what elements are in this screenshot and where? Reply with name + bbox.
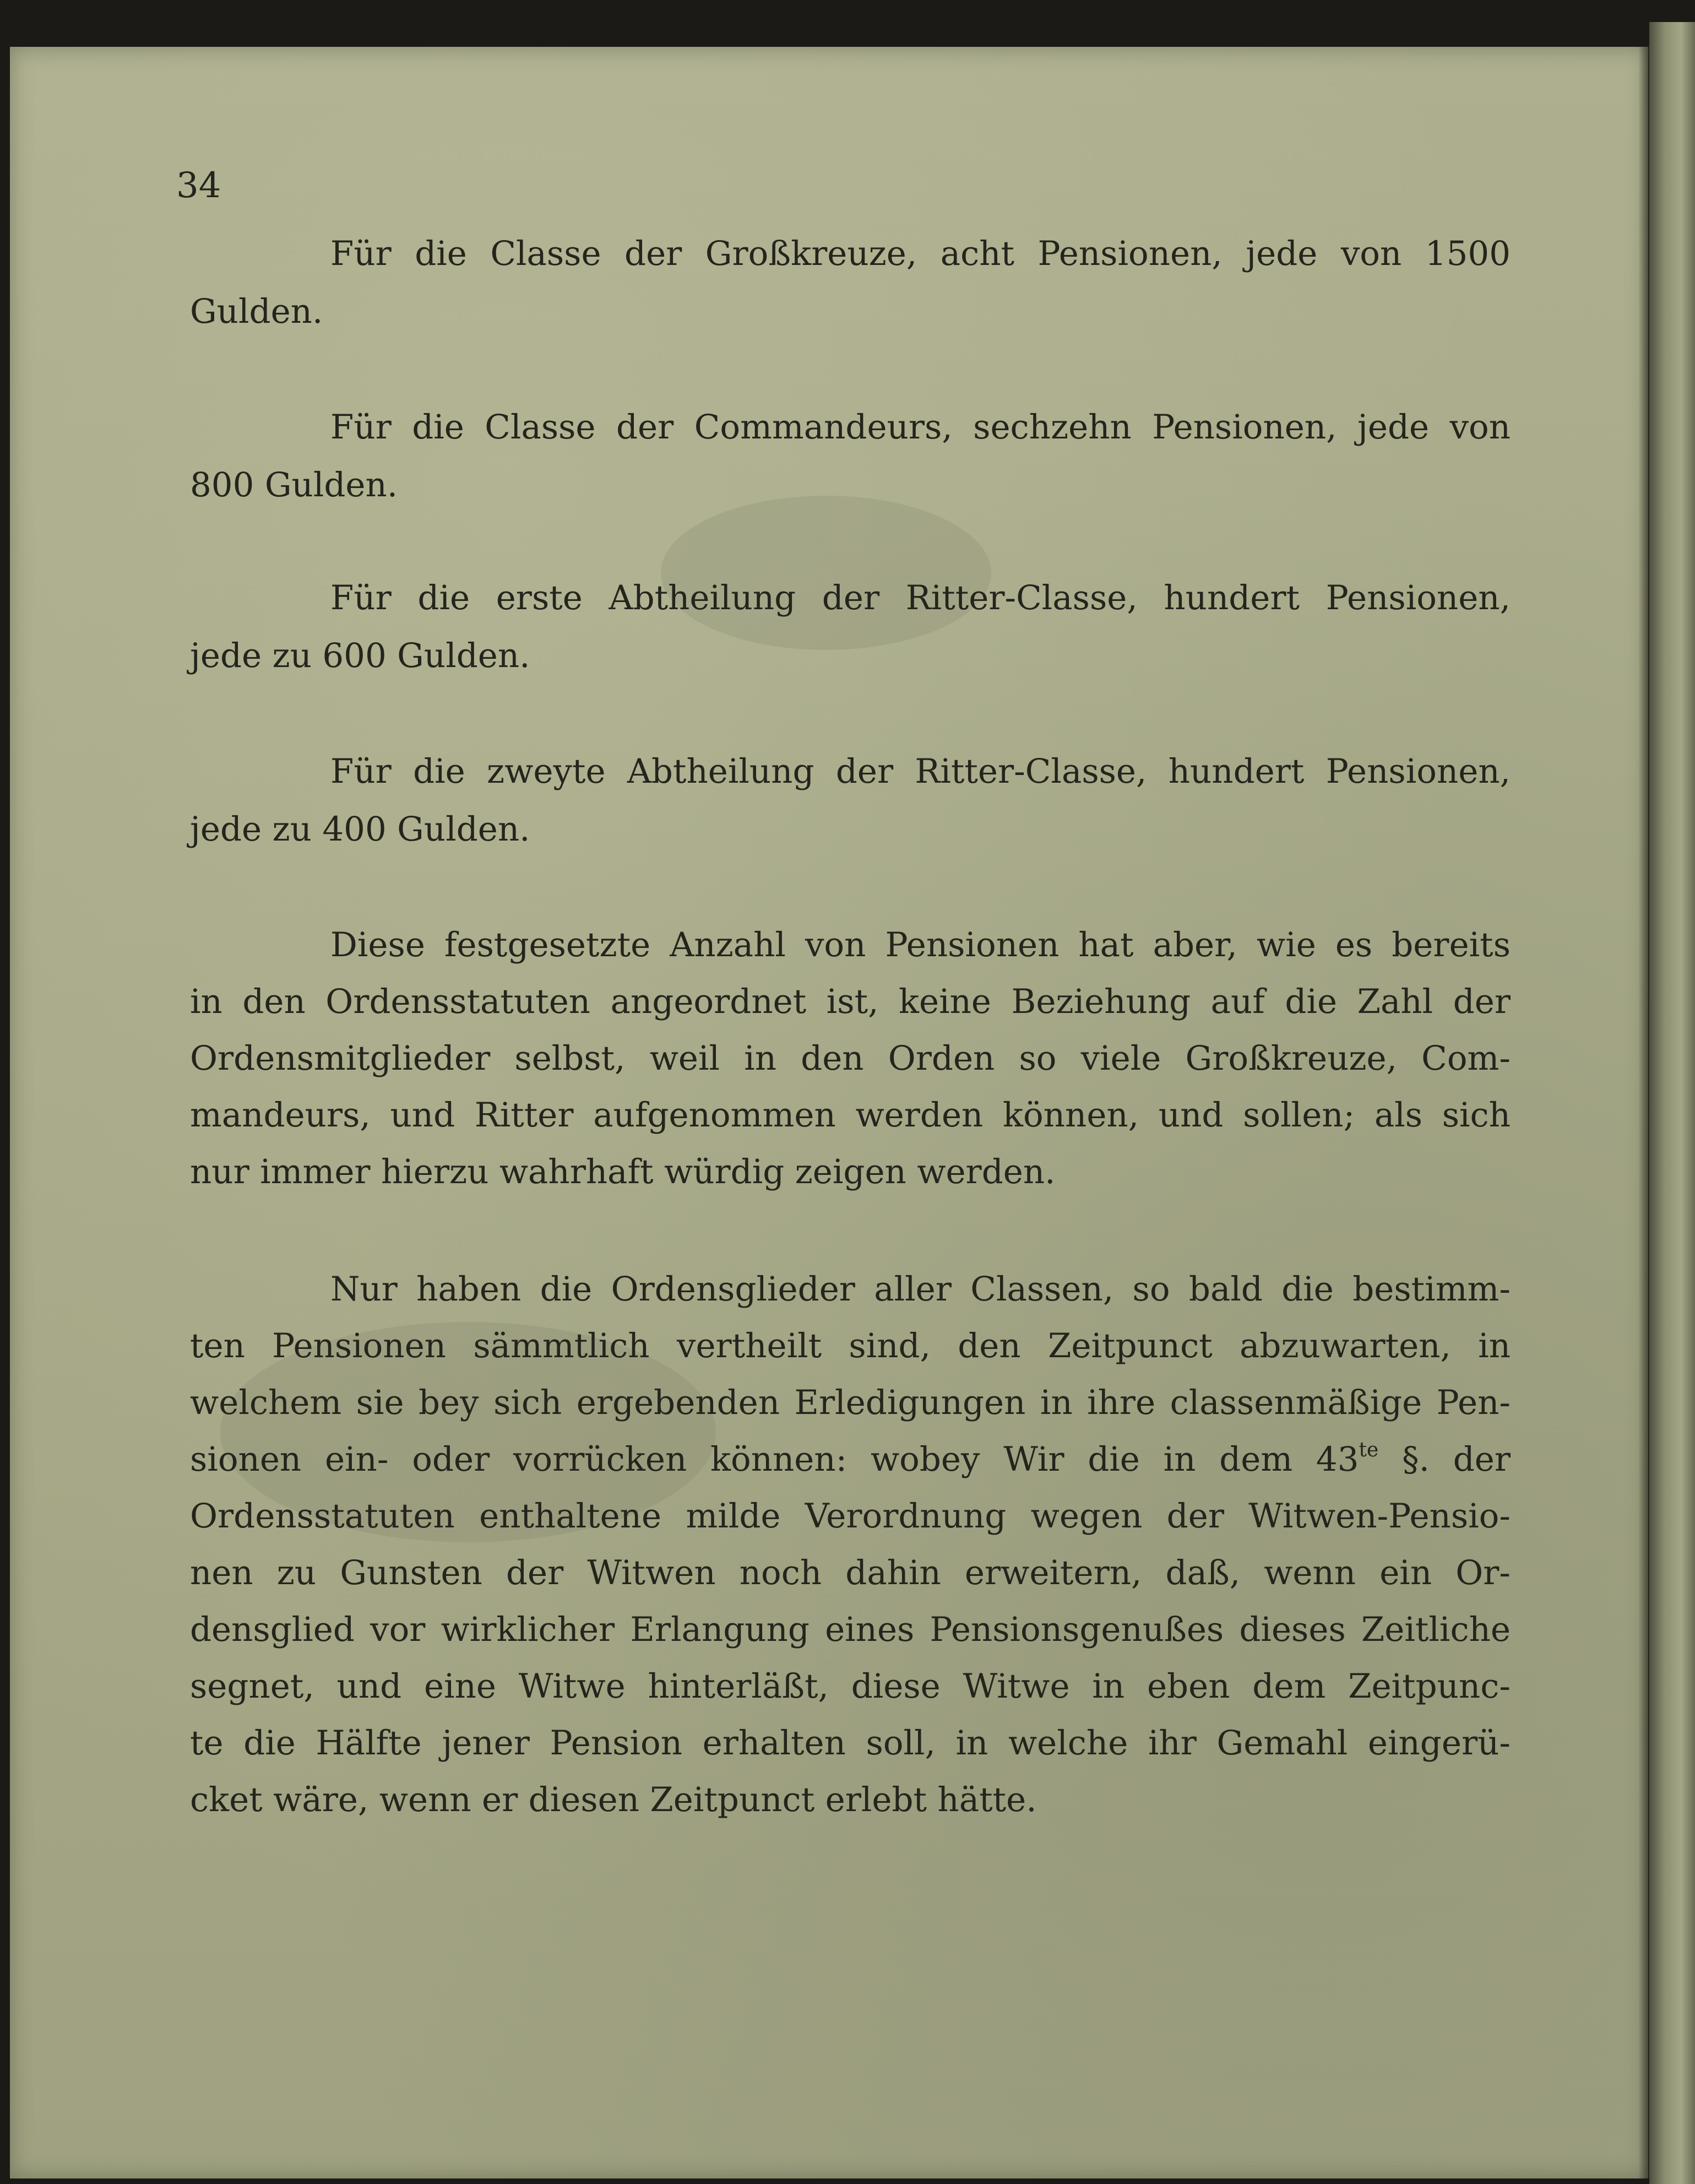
text-segment: §. der xyxy=(1402,1440,1511,1479)
text-line: 800 Gulden. xyxy=(190,465,398,505)
text-line: jede zu 400 Gulden. xyxy=(190,810,530,849)
text-line: Diese festgesetzte Anzahl von Pensionen hat aber, wie es bereits xyxy=(330,925,1511,964)
text-line-with-superscript xyxy=(190,1440,1511,1479)
text-line: Für die Classe der Commandeurs, sechzehn Pensionen, jede von xyxy=(330,408,1511,447)
text-line: Für die Classe der Großkreuze, acht Pensionen, jede von 1500 xyxy=(330,234,1511,273)
text-line: Für die erste Abtheilung der Ritter-Classe, hundert Pensionen, xyxy=(330,578,1511,617)
page-number: 34 xyxy=(176,165,221,206)
text-line: welchem sie bey sich ergebenden Erledigungen in ihre classenmäßige Pen- xyxy=(190,1383,1511,1422)
text-line: Gulden. xyxy=(190,292,323,331)
paper-stain xyxy=(661,496,991,650)
text-line: Ordensmitglieder selbst, weil in den Orden so viele Großkreuze, Com- xyxy=(190,1039,1511,1078)
text-line: te die Hälfte jener Pension erhalten soll, in welche ihr Gemahl eingerü- xyxy=(190,1724,1511,1763)
text-line: in den Ordensstatuten angeordnet ist, keine Beziehung auf die Zahl der xyxy=(190,982,1511,1021)
text-line: segnet, und eine Witwe hinterläßt, diese Witwe in eben dem Zeitpunc- xyxy=(190,1667,1511,1706)
next-page-edge xyxy=(1649,22,1695,2184)
text-line: ten Pensionen sämmtlich vertheilt sind, den Zeitpunct abzuwarten, in xyxy=(190,1326,1511,1365)
text-segment: sionen ein- oder vorrücken können: wobey Wir die in dem 43 xyxy=(190,1440,1359,1479)
text-line: mandeurs, und Ritter aufgenommen werden können, und sollen; als sich xyxy=(190,1096,1511,1135)
text-line: jede zu 600 Gulden. xyxy=(190,636,530,675)
text-line: nur immer hierzu wahrhaft würdig zeigen werden. xyxy=(190,1152,1056,1191)
page-gutter-shadow xyxy=(1638,47,1650,2178)
text-line: Nur haben die Ordensglieder aller Classen, so bald die bestimm- xyxy=(330,1270,1511,1309)
superscript: te xyxy=(1359,1439,1379,1461)
text-line: Ordensstatuten enthaltene milde Verordnung wegen der Witwen-Pensio- xyxy=(190,1497,1511,1536)
text-line: Für die zweyte Abtheilung der Ritter-Classe, hundert Pensionen, xyxy=(330,752,1511,791)
text-line: densglied vor wirklicher Erlangung eines Pensionsgenußes dieses Zeitliche xyxy=(190,1610,1511,1649)
text-line: cket wäre, wenn er diesen Zeitpunct erlebt hätte. xyxy=(190,1780,1037,1819)
text-line: nen zu Gunsten der Witwen noch dahin erweitern, daß, wenn ein Or- xyxy=(190,1553,1511,1592)
